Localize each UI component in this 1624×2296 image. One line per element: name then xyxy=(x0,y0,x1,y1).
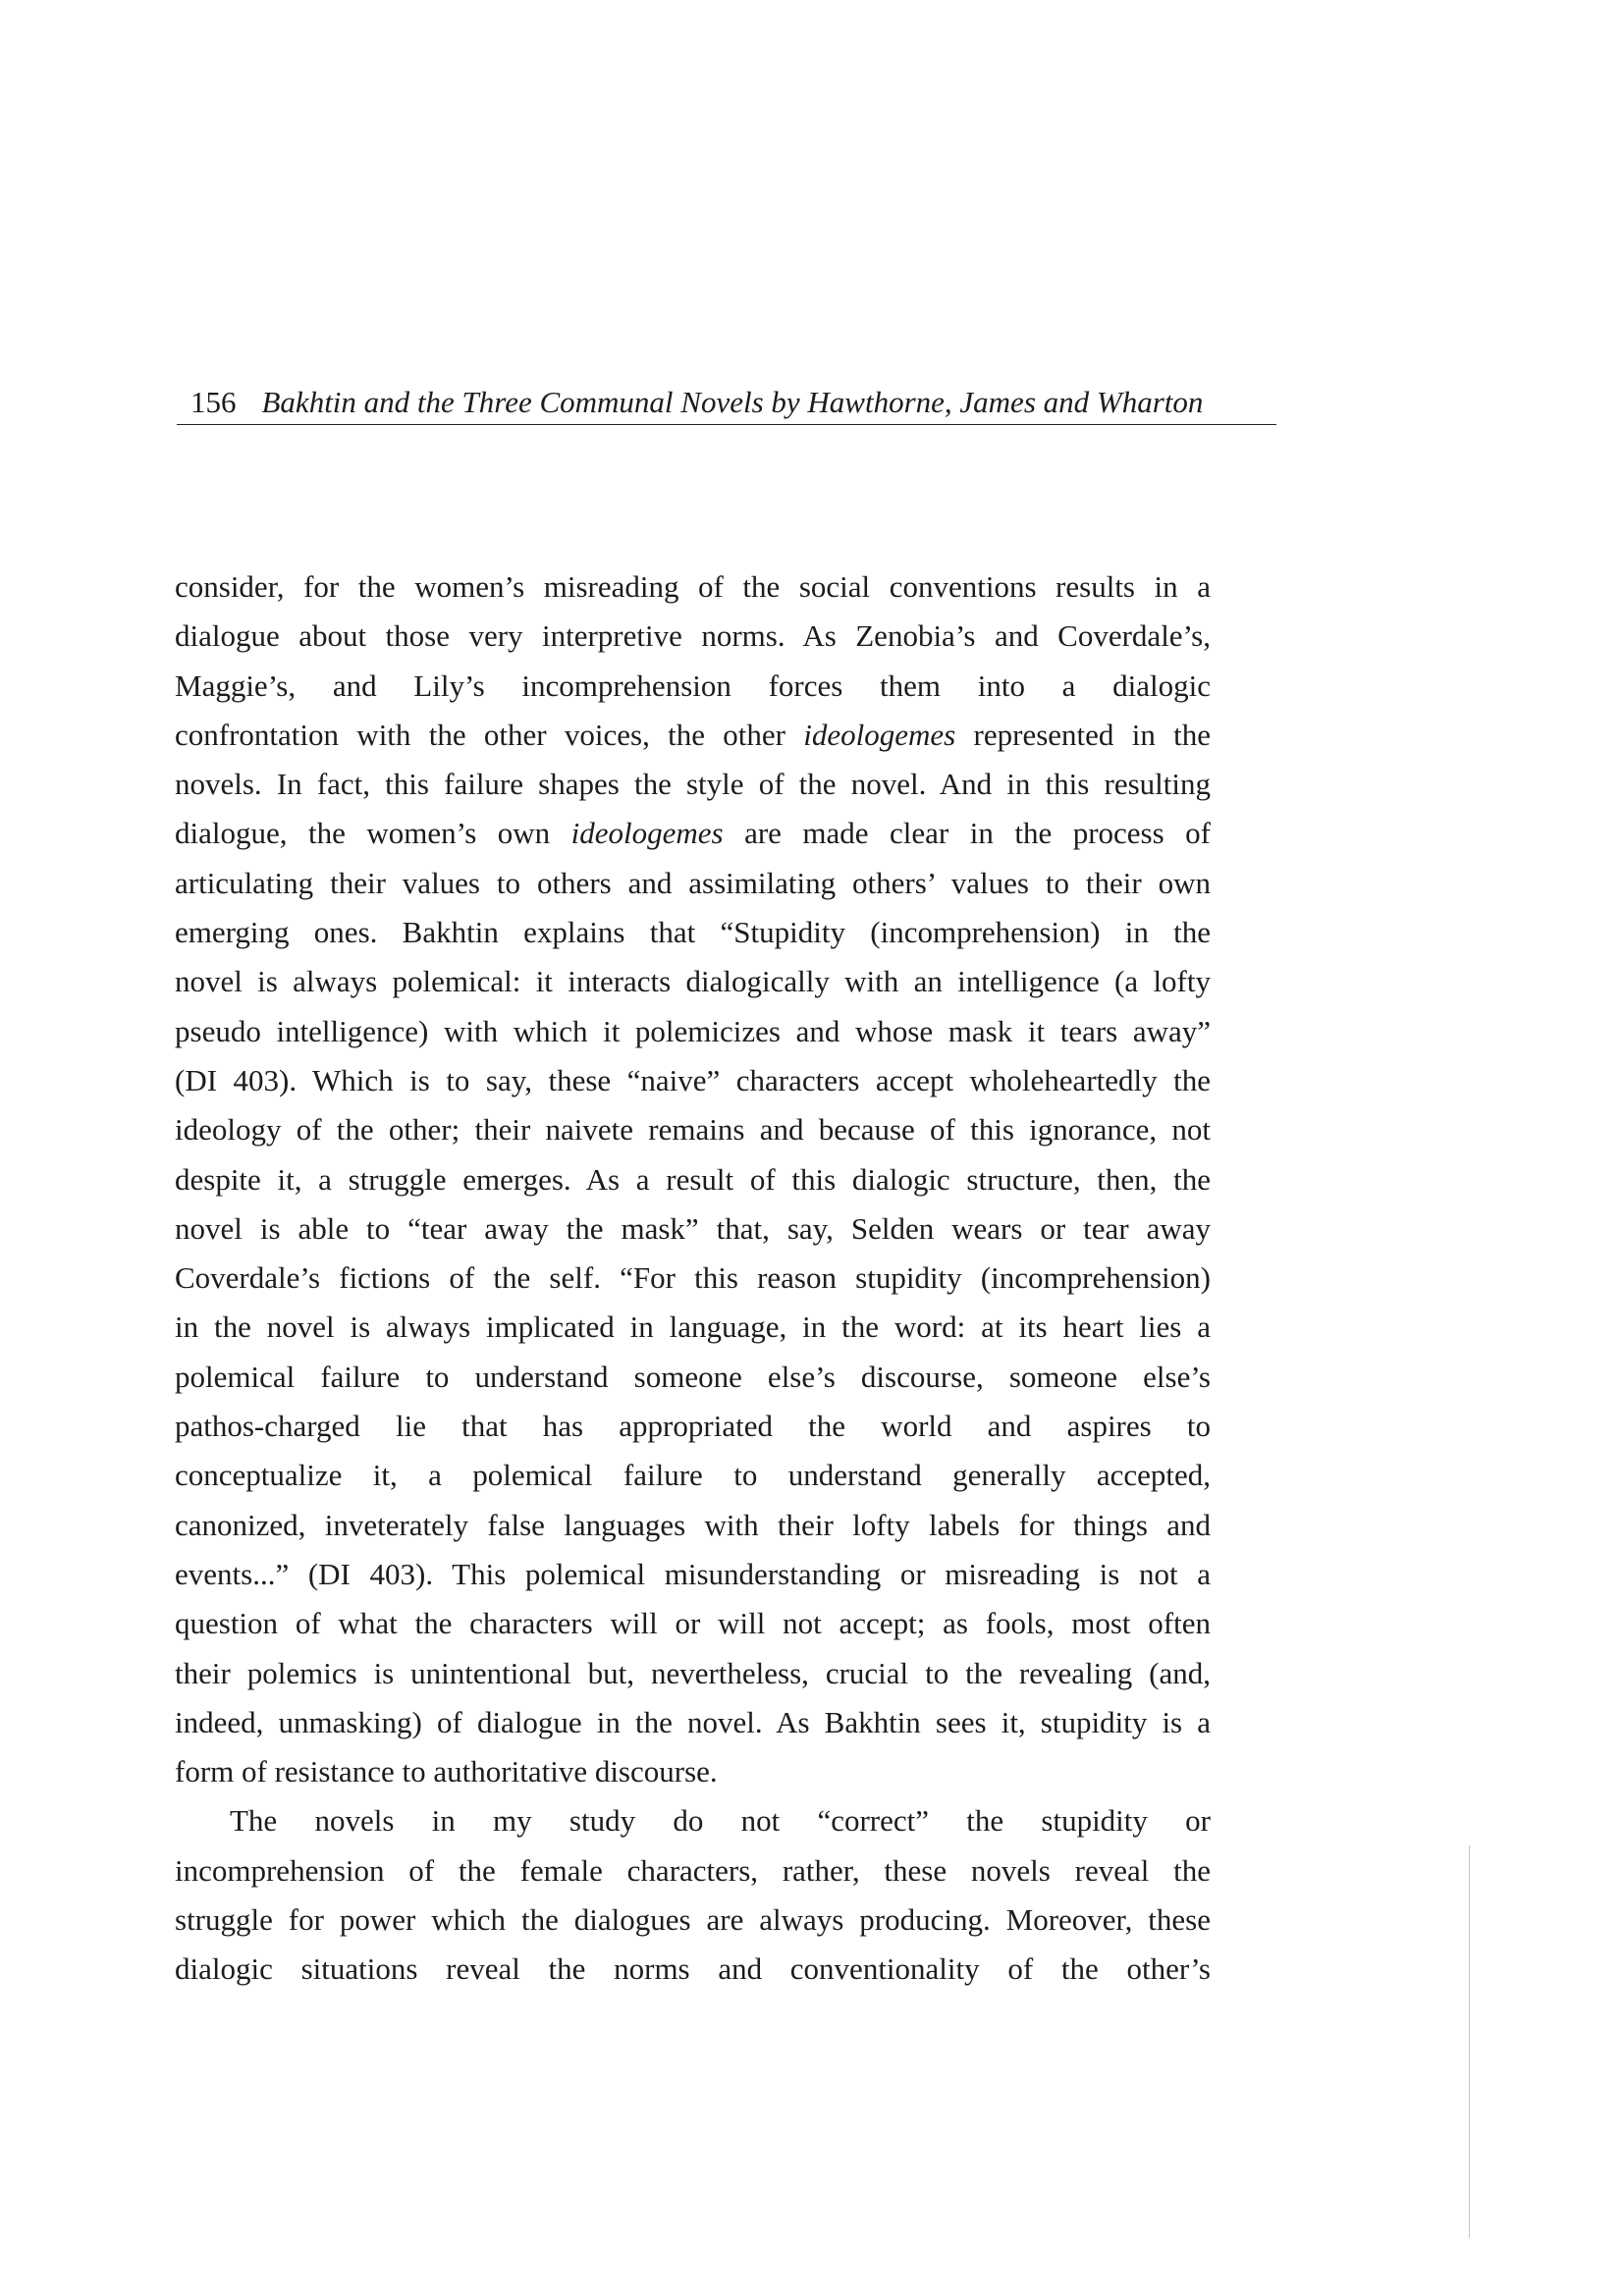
text-segment: The novels in my study do not “correct” the stupidity or xyxy=(230,1803,1211,1839)
text-line xyxy=(175,1353,1211,1402)
italic-term: ideologemes xyxy=(803,717,956,752)
text-line xyxy=(175,1056,1211,1105)
text-line xyxy=(175,1204,1211,1254)
text-line xyxy=(175,957,1211,1006)
text-segment: novels. In fact, this failure shapes the style of the novel. And in this resulting xyxy=(175,767,1211,802)
text-line xyxy=(175,1402,1211,1451)
text-line xyxy=(175,760,1211,809)
page-number: 156 xyxy=(190,385,237,419)
text-segment: (DI 403). Which is to say, these “naive” characters accept wholeheartedly the xyxy=(175,1062,1211,1097)
text-line xyxy=(175,1747,1211,1796)
text-line xyxy=(175,1501,1211,1550)
text-segment: struggle for power which the dialogues are always producing. Moreover, these xyxy=(175,1902,1211,1938)
text-segment: in the novel is always implicated in language, in the word: at its heart lies a xyxy=(175,1309,1211,1345)
text-segment: Maggie’s, and Lily’s incomprehension forces them into a dialogic xyxy=(175,667,1211,703)
text-segment: ideology of the other; their naivete remains and because of this ignorance, not xyxy=(175,1112,1211,1148)
text-segment: incomprehension of the female characters, rather, these novels reveal the xyxy=(175,1852,1211,1888)
text-line xyxy=(175,1105,1211,1154)
text-line xyxy=(175,1007,1211,1056)
text-line xyxy=(175,562,1211,612)
text-segment: their polemics is unintentional but, nevertheless, crucial to the revealing (and, xyxy=(175,1655,1211,1690)
text-line xyxy=(175,1649,1211,1698)
text-line xyxy=(175,711,1211,760)
text-segment: question of what the characters will or will not accept; as fools, most often xyxy=(175,1606,1211,1641)
text-segment: pseudo intelligence) with which it polemicizes and whose mask it tears away” xyxy=(175,1013,1211,1048)
text-segment: are made clear in the process of xyxy=(723,816,1211,851)
body-text xyxy=(175,562,1211,1995)
text-segment: confrontation with the other voices, the other xyxy=(175,717,804,752)
text-line xyxy=(175,859,1211,908)
text-line xyxy=(175,1698,1211,1747)
text-line xyxy=(175,1155,1211,1204)
text-line xyxy=(175,1254,1211,1303)
text-line xyxy=(175,908,1211,957)
text-line xyxy=(175,1303,1211,1352)
text-segment: events...” (DI 403). This polemical misunderstanding or misreading is not a xyxy=(175,1556,1211,1591)
text-segment: dialogue, the women’s own xyxy=(175,816,571,851)
text-line xyxy=(175,1796,1211,1845)
text-segment: consider, for the women’s misreading of the social conventions results in a xyxy=(175,569,1211,604)
text-segment: novel is able to “tear away the mask” that, say, Selden wears or tear away xyxy=(175,1210,1211,1246)
text-segment: articulating their values to others and assimilating others’ values to their own xyxy=(175,865,1211,900)
running-header xyxy=(177,381,1276,425)
text-segment: form of resistance to authoritative discourse. xyxy=(175,1754,718,1789)
text-segment: canonized, inveterately false languages with their lofty labels for things and xyxy=(175,1507,1211,1542)
text-segment: despite it, a struggle emerges. As a result of this dialogic structure, then, the xyxy=(175,1161,1211,1197)
text-segment: indeed, unmasking) of dialogue in the novel. As Bakhtin sees it, stupidity is a xyxy=(175,1704,1211,1739)
text-line xyxy=(175,809,1211,858)
text-segment: dialogic situations reveal the norms and conventionality of the other’s xyxy=(175,1951,1211,1987)
text-segment: dialogue about those very interpretive norms. As Zenobia’s and Coverdale’s, xyxy=(175,618,1211,654)
text-segment: polemical failure to understand someone else’s discourse, someone else’s xyxy=(175,1359,1211,1394)
running-title: Bakhtin and the Three Communal Novels by Hawthorne, James and Wharton xyxy=(261,385,1204,419)
text-line xyxy=(175,1599,1211,1648)
text-segment: Coverdale’s fictions of the self. “For this reason stupidity (incomprehension) xyxy=(175,1260,1211,1296)
text-segment: emerging ones. Bakhtin explains that “Stupidity (incomprehension) in the xyxy=(175,915,1211,950)
margin-scan-line xyxy=(1469,1845,1470,2238)
text-segment: conceptualize it, a polemical failure to understand generally accepted, xyxy=(175,1458,1211,1493)
text-line xyxy=(175,612,1211,661)
text-segment: represented in the xyxy=(955,717,1211,752)
text-segment: pathos-charged lie that has appropriated the world and aspires to xyxy=(175,1409,1211,1444)
text-segment: novel is always polemical: it interacts dialogically with an intelligence (a lofty xyxy=(175,964,1211,999)
text-line xyxy=(175,662,1211,711)
text-line xyxy=(175,1846,1211,1896)
text-line xyxy=(175,1550,1211,1599)
text-line xyxy=(175,1896,1211,1945)
italic-term: ideologemes xyxy=(570,816,724,851)
text-line xyxy=(175,1451,1211,1500)
text-line xyxy=(175,1945,1211,1994)
